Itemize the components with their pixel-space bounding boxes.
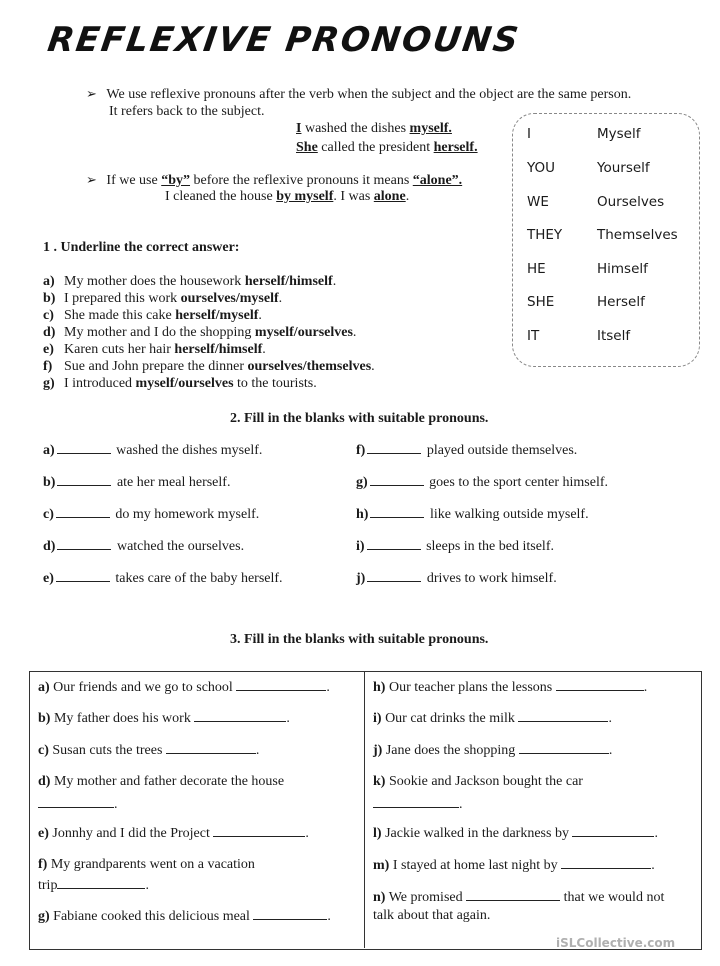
list-item bbox=[43, 537, 244, 556]
item-choice[interactable]: ourselves/themselves bbox=[247, 359, 372, 374]
item-letter: f) bbox=[43, 359, 53, 374]
answer-blank[interactable] bbox=[373, 795, 459, 808]
list-item: j) Jane does the shopping . bbox=[373, 743, 613, 758]
item-letter: i) bbox=[356, 539, 365, 554]
item-text: My father does his work bbox=[53, 711, 191, 726]
answer-blank[interactable] bbox=[519, 741, 609, 754]
list-item: c) Susan cuts the trees . bbox=[38, 743, 260, 758]
item-letter: d) bbox=[38, 774, 51, 789]
item-choice[interactable]: herself/myself bbox=[175, 308, 259, 323]
answer-blank[interactable] bbox=[57, 473, 111, 486]
answer-blank[interactable] bbox=[57, 441, 111, 454]
list-item bbox=[43, 324, 375, 341]
pronoun-reflexive: Herself bbox=[597, 294, 645, 310]
item-letter: g) bbox=[43, 376, 55, 391]
answer-blank[interactable] bbox=[253, 907, 327, 920]
item-letter: h) bbox=[373, 680, 386, 695]
item-text: My mother and father decorate the house bbox=[53, 774, 285, 789]
answer-blank[interactable] bbox=[194, 709, 286, 722]
item-text: My mother and I do the shopping bbox=[64, 325, 255, 340]
item-letter: b) bbox=[38, 711, 51, 726]
item-letter: n) bbox=[373, 890, 386, 905]
item-text: She made this cake bbox=[64, 308, 176, 323]
answer-blank[interactable] bbox=[572, 824, 654, 837]
rule-1 bbox=[86, 85, 631, 104]
example-reflexive: herself. bbox=[433, 140, 478, 155]
pronoun-subject: WE bbox=[527, 194, 549, 210]
answer-blank[interactable] bbox=[518, 709, 608, 722]
item-text: I prepared this work bbox=[64, 291, 181, 306]
list-item bbox=[373, 888, 664, 907]
item-letter: c) bbox=[43, 308, 54, 323]
list-item bbox=[43, 473, 230, 492]
pronoun-reflexive: Itself bbox=[597, 328, 631, 344]
answer-blank[interactable] bbox=[556, 678, 644, 691]
answer-blank[interactable] bbox=[367, 569, 421, 582]
list-item: h) Our teacher plans the lessons . bbox=[373, 680, 648, 695]
item-letter: e) bbox=[43, 571, 54, 586]
exercise-3-heading: 3. Fill in the blanks with suitable pronouns. bbox=[230, 632, 489, 647]
item-letter: h) bbox=[356, 507, 369, 522]
answer-line: . bbox=[373, 795, 463, 814]
item-text: Karen cuts her hair bbox=[64, 342, 175, 357]
answer-blank[interactable] bbox=[56, 505, 110, 518]
answer-line: talk about that again. bbox=[373, 908, 491, 923]
item-text: Fabiane cooked this delicious meal bbox=[53, 909, 250, 924]
item-letter: d) bbox=[43, 539, 56, 554]
item-text: takes care of the baby herself. bbox=[115, 571, 283, 586]
list-item: i) Our cat drinks the milk . bbox=[373, 711, 612, 726]
item-text: Sookie and Jackson bought the car bbox=[388, 774, 583, 789]
item-letter: f) bbox=[356, 443, 366, 458]
item-letter: c) bbox=[43, 507, 54, 522]
item-choice[interactable]: herself/himself bbox=[174, 342, 263, 357]
pronoun-reflexive: Themselves bbox=[597, 227, 678, 243]
item-text: I stayed at home last night by bbox=[392, 858, 558, 873]
list-item bbox=[43, 441, 262, 460]
item-text: do my homework myself. bbox=[115, 507, 260, 522]
rule-2-alone: “alone”. bbox=[412, 173, 463, 188]
list-item bbox=[43, 341, 375, 358]
answer-blank[interactable] bbox=[367, 537, 421, 550]
item-text-cont: that we would not bbox=[563, 890, 665, 905]
item-text: played outside themselves. bbox=[426, 443, 578, 458]
example-text: washed the dishes bbox=[301, 121, 410, 136]
list-item: l) Jackie walked in the darkness by . bbox=[373, 826, 658, 841]
answer-blank[interactable] bbox=[370, 505, 424, 518]
answer-blank[interactable] bbox=[56, 569, 110, 582]
item-end: . bbox=[262, 342, 266, 357]
item-end: . bbox=[332, 274, 337, 289]
item-text: Jackie walked in the darkness by bbox=[385, 826, 569, 841]
list-item bbox=[43, 358, 375, 375]
list-item: b) My father does his work . bbox=[38, 711, 290, 726]
pronoun-subject: SHE bbox=[527, 294, 555, 310]
list-item bbox=[43, 273, 375, 290]
example-text: . I was bbox=[333, 189, 374, 204]
example-text: . bbox=[405, 189, 410, 204]
item-text: drives to work himself. bbox=[426, 571, 557, 586]
item-text: washed the dishes myself. bbox=[116, 443, 263, 458]
item-letter: d) bbox=[43, 325, 56, 340]
item-text: Jonnhy and I did the Project bbox=[52, 826, 210, 841]
table-divider bbox=[364, 671, 365, 948]
item-choice[interactable]: myself/ourselves bbox=[135, 376, 234, 391]
rule-1-example-2 bbox=[296, 139, 478, 157]
item-text: Our teacher plans the lessons bbox=[388, 680, 553, 695]
item-end: . bbox=[278, 291, 283, 306]
item-letter: m) bbox=[373, 858, 390, 873]
item-text: goes to the sport center himself. bbox=[429, 475, 609, 490]
answer-blank[interactable] bbox=[466, 888, 560, 901]
pronoun-subject: THEY bbox=[527, 227, 563, 243]
item-text: Susan cuts the trees bbox=[52, 743, 163, 758]
answer-blank[interactable] bbox=[166, 741, 256, 754]
item-text-cont: trip bbox=[38, 878, 58, 893]
item-text: My grandparents went on a vacation bbox=[50, 857, 255, 872]
item-letter: a) bbox=[43, 443, 55, 458]
item-letter: a) bbox=[38, 680, 50, 695]
rule-2-text: before the reflexive pronouns it means bbox=[190, 173, 413, 188]
rule-2-by: “by” bbox=[161, 173, 191, 188]
item-letter: l) bbox=[373, 826, 382, 841]
item-letter: j) bbox=[373, 743, 383, 758]
list-item bbox=[373, 773, 583, 791]
item-letter: e) bbox=[43, 342, 54, 357]
exercise-1-list bbox=[43, 273, 375, 392]
list-item bbox=[356, 569, 557, 588]
item-end: . bbox=[352, 325, 357, 340]
answer-blank[interactable] bbox=[213, 824, 305, 837]
example-subject: She bbox=[296, 140, 318, 155]
pronoun-reflexive: Ourselves bbox=[597, 194, 665, 210]
item-text: Sue and John prepare the dinner bbox=[64, 359, 248, 374]
item-end: to the tourists. bbox=[233, 376, 317, 391]
item-text: like walking outside myself. bbox=[429, 507, 589, 522]
item-text: Jane does the shopping bbox=[385, 743, 516, 758]
item-letter: a) bbox=[43, 274, 55, 289]
answer-line: trip . bbox=[38, 878, 149, 893]
exercise-1-heading: 1 . Underline the correct answer: bbox=[43, 240, 240, 255]
item-choice[interactable]: myself/ourselves bbox=[254, 325, 353, 340]
list-item bbox=[38, 773, 284, 791]
answer-line: . bbox=[38, 795, 118, 814]
item-letter: c) bbox=[38, 743, 49, 758]
item-end: . bbox=[258, 308, 262, 323]
item-choice[interactable]: herself/himself bbox=[244, 274, 333, 289]
list-item bbox=[356, 473, 608, 492]
item-choice[interactable]: ourselves/myself bbox=[180, 291, 279, 306]
list-item bbox=[356, 441, 577, 460]
list-item bbox=[43, 505, 259, 524]
pronoun-subject: YOU bbox=[527, 160, 556, 176]
pronoun-reflexive: Myself bbox=[597, 126, 641, 142]
answer-blank[interactable] bbox=[38, 795, 114, 808]
pronoun-reflexive: Yourself bbox=[597, 160, 650, 176]
item-text: Our cat drinks the milk bbox=[385, 711, 515, 726]
item-end: . bbox=[371, 359, 375, 374]
example-text: I cleaned the house bbox=[165, 189, 277, 204]
item-letter: g) bbox=[356, 475, 368, 490]
item-text: Our friends and we go to school bbox=[53, 680, 233, 695]
list-item bbox=[356, 505, 589, 524]
list-item bbox=[43, 569, 283, 588]
answer-blank[interactable] bbox=[370, 473, 424, 486]
list-item: g) Fabiane cooked this delicious meal . bbox=[38, 909, 331, 924]
page-title: REFLEXIVE PRONOUNS bbox=[45, 20, 523, 60]
answer-blank[interactable] bbox=[561, 856, 651, 869]
item-letter: g) bbox=[38, 909, 50, 924]
item-letter: k) bbox=[373, 774, 386, 789]
example-by-myself: by myself bbox=[276, 189, 334, 204]
list-item: e) Jonnhy and I did the Project . bbox=[38, 826, 309, 841]
list-item: m) I stayed at home last night by . bbox=[373, 858, 655, 873]
list-item bbox=[43, 307, 375, 324]
item-letter: f) bbox=[38, 857, 48, 872]
arrow-bullet-icon: ➢ bbox=[86, 86, 97, 101]
pronoun-subject: HE bbox=[527, 261, 546, 277]
pronoun-reflexive: Himself bbox=[597, 261, 648, 277]
answer-blank[interactable] bbox=[236, 678, 326, 691]
item-letter: b) bbox=[43, 291, 56, 306]
watermark: iSLCollective.com bbox=[556, 936, 676, 950]
item-text: My mother does the housework bbox=[64, 274, 245, 289]
rule-2-text: If we use bbox=[106, 173, 162, 188]
list-item: a) Our friends and we go to school . bbox=[38, 680, 330, 695]
item-letter: e) bbox=[38, 826, 49, 841]
example-alone: alone bbox=[373, 189, 406, 204]
pronoun-reference-box bbox=[512, 113, 700, 367]
item-text: sleeps in the bed itself. bbox=[426, 539, 554, 554]
item-text: I introduced bbox=[64, 376, 136, 391]
rule-1-text: We use reflexive pronouns after the verb when the subject and the object are the same person. bbox=[106, 87, 632, 102]
example-subject: I bbox=[296, 121, 302, 136]
item-letter: i) bbox=[373, 711, 382, 726]
example-reflexive: myself. bbox=[409, 121, 452, 136]
list-item bbox=[43, 375, 375, 392]
rule-1-example-1 bbox=[296, 120, 452, 138]
answer-blank[interactable] bbox=[57, 876, 145, 889]
list-item bbox=[356, 537, 554, 556]
answer-blank[interactable] bbox=[367, 441, 421, 454]
list-item bbox=[43, 290, 375, 307]
exercise-2-heading: 2. Fill in the blanks with suitable pronouns. bbox=[230, 411, 489, 426]
pronoun-subject: IT bbox=[527, 328, 540, 344]
item-text: watched the ourselves. bbox=[116, 539, 245, 554]
item-letter: b) bbox=[43, 475, 56, 490]
arrow-bullet-icon: ➢ bbox=[86, 172, 97, 187]
rule-2-example bbox=[165, 188, 409, 206]
answer-blank[interactable] bbox=[57, 537, 111, 550]
item-text: ate her meal herself. bbox=[116, 475, 231, 490]
item-letter: j) bbox=[356, 571, 366, 586]
example-text: called the president bbox=[317, 140, 434, 155]
pronoun-subject: I bbox=[527, 126, 531, 142]
rule-1-line2: It refers back to the subject. bbox=[109, 104, 265, 119]
list-item bbox=[38, 856, 255, 874]
item-text: We promised bbox=[388, 890, 463, 905]
